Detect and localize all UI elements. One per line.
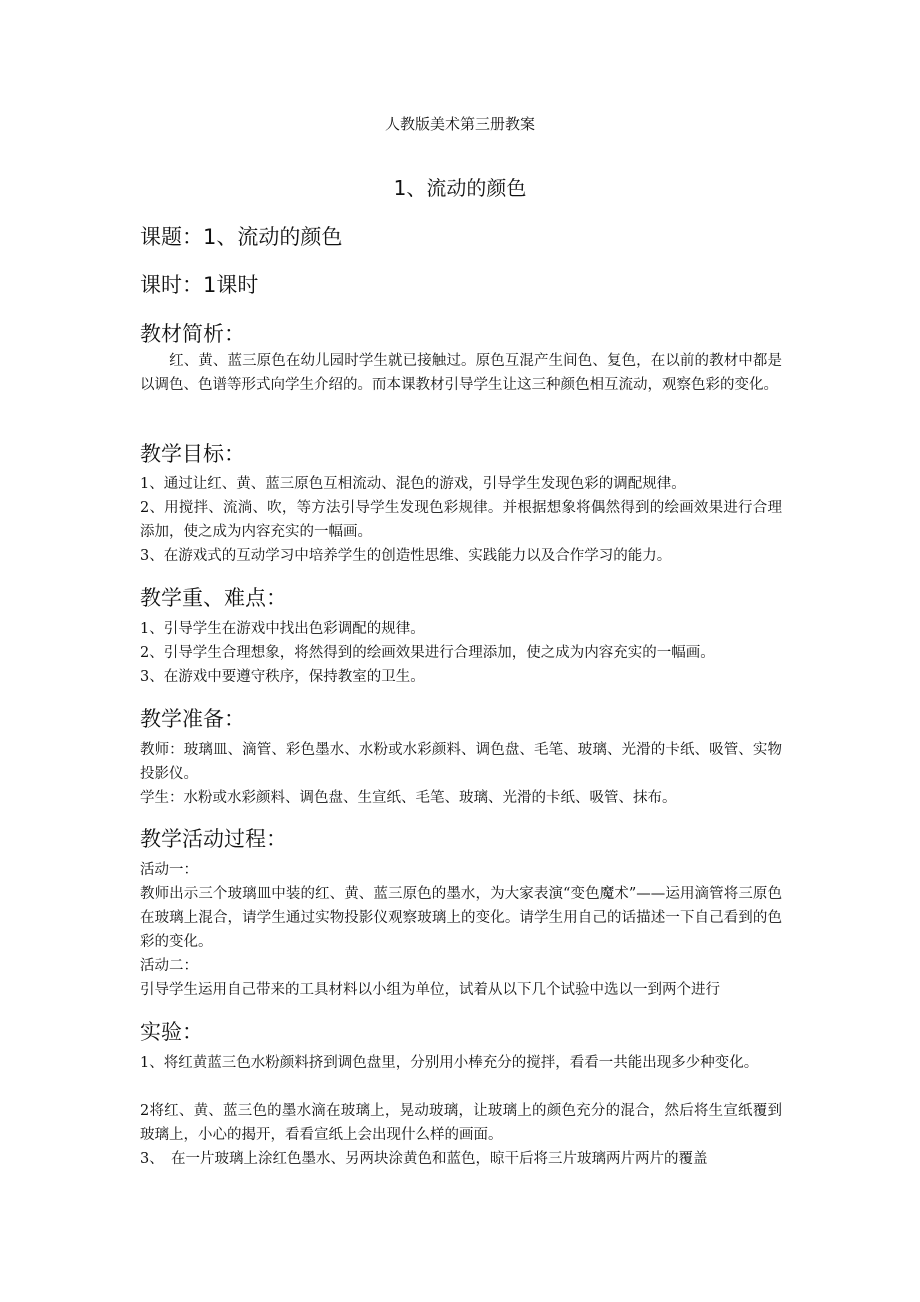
process-heading: 教学活动过程： xyxy=(140,827,287,851)
keypoint-item: 1、引导学生在游戏中找出色彩调配的规律。 xyxy=(140,621,425,637)
keypoint-item: 3、在游戏中要遵守秩序，保持教室的卫生。 xyxy=(140,669,425,685)
experiment-item: 3、 在一片玻璃上涂红色墨水、另两块涂黄色和蓝色，晾干后将三片玻璃两片两片的覆盖 xyxy=(140,1151,708,1167)
activity-1-label: 活动一： xyxy=(140,862,198,878)
goals-heading: 教学目标： xyxy=(140,442,245,466)
prep-teacher: 教师：玻璃皿、滴管、彩色墨水、水粉或水彩颜料、调色盘、毛笔、玻璃、光滑的卡纸、吸管、实物投影仪。 xyxy=(140,742,782,782)
experiment-item: 1、将红黄蓝三色水粉颜料挤到调色盘里，分别用小棒充分的搅拌，看看一共能出现多少种变化。 xyxy=(140,1055,759,1071)
activity-1-text: 教师出示三个玻璃皿中装的红、黄、蓝三原色的墨水，为大家表演“变色魔术”——运用滴管将三原色在玻璃上混合，请学生通过实物投影仪观察玻璃上的变化。请学生用自己的话描述一下自己看到的色彩的变化。 xyxy=(140,886,782,950)
prep-student: 学生：水粉或水彩颜料、调色盘、生宣纸、毛笔、玻璃、光滑的卡纸、吸管、抹布。 xyxy=(140,790,677,806)
analysis-heading: 教材简析： xyxy=(140,322,245,346)
keypoint-item: 2、引导学生合理想象，将然得到的绘画效果进行合理添加，使之成为内容充实的一幅画。 xyxy=(140,645,715,661)
document-title: 1、流动的颜色 xyxy=(393,176,527,200)
goal-item: 3、在游戏式的互动学习中培养学生的创造性思维、实践能力以及合作学习的能力。 xyxy=(140,548,672,564)
keypoints-heading: 教学重、难点： xyxy=(140,586,287,610)
analysis-text: 红、黄、蓝三原色在幼儿园时学生就已接触过。原色互混产生间色、复色，在以前的教材中都是以调色、色谱等形式向学生介绍的。而本课教材引导学生让这三种颜色相互流动，观察色彩的变化。 xyxy=(140,353,782,393)
goal-item: 1、通过让红、黄、蓝三原色互相流动、混色的游戏，引导学生发现色彩的调配规律。 xyxy=(140,476,686,492)
experiment-item: 2将红、黄、蓝三色的墨水滴在玻璃上，晃动玻璃，让玻璃上的颜色充分的混合，然后将生宣纸覆到玻璃上，小心的揭开，看看宣纸上会出现什么样的画面。 xyxy=(140,1103,782,1143)
document-header: 人教版美术第三册教案 xyxy=(384,115,535,133)
activity-2-text: 引导学生运用自己带来的工具材料以小组为单位，试着从以下几个试验中选以一到两个进行 xyxy=(140,982,720,998)
lesson-hours-heading: 课时：1课时 xyxy=(140,273,259,297)
prep-heading: 教学准备： xyxy=(140,707,245,731)
lesson-topic-heading: 课题：1、流动的颜色 xyxy=(140,225,343,249)
goal-item: 2、用搅拌、流淌、吹，等方法引导学生发现色彩规律。并根据想象将偶然得到的绘画效果进行合理添加，使之成为内容充实的一幅画。 xyxy=(140,500,782,540)
analysis-paragraph xyxy=(140,349,782,397)
experiment-heading: 实验： xyxy=(140,1020,203,1044)
activity-2-label: 活动二： xyxy=(140,958,198,974)
